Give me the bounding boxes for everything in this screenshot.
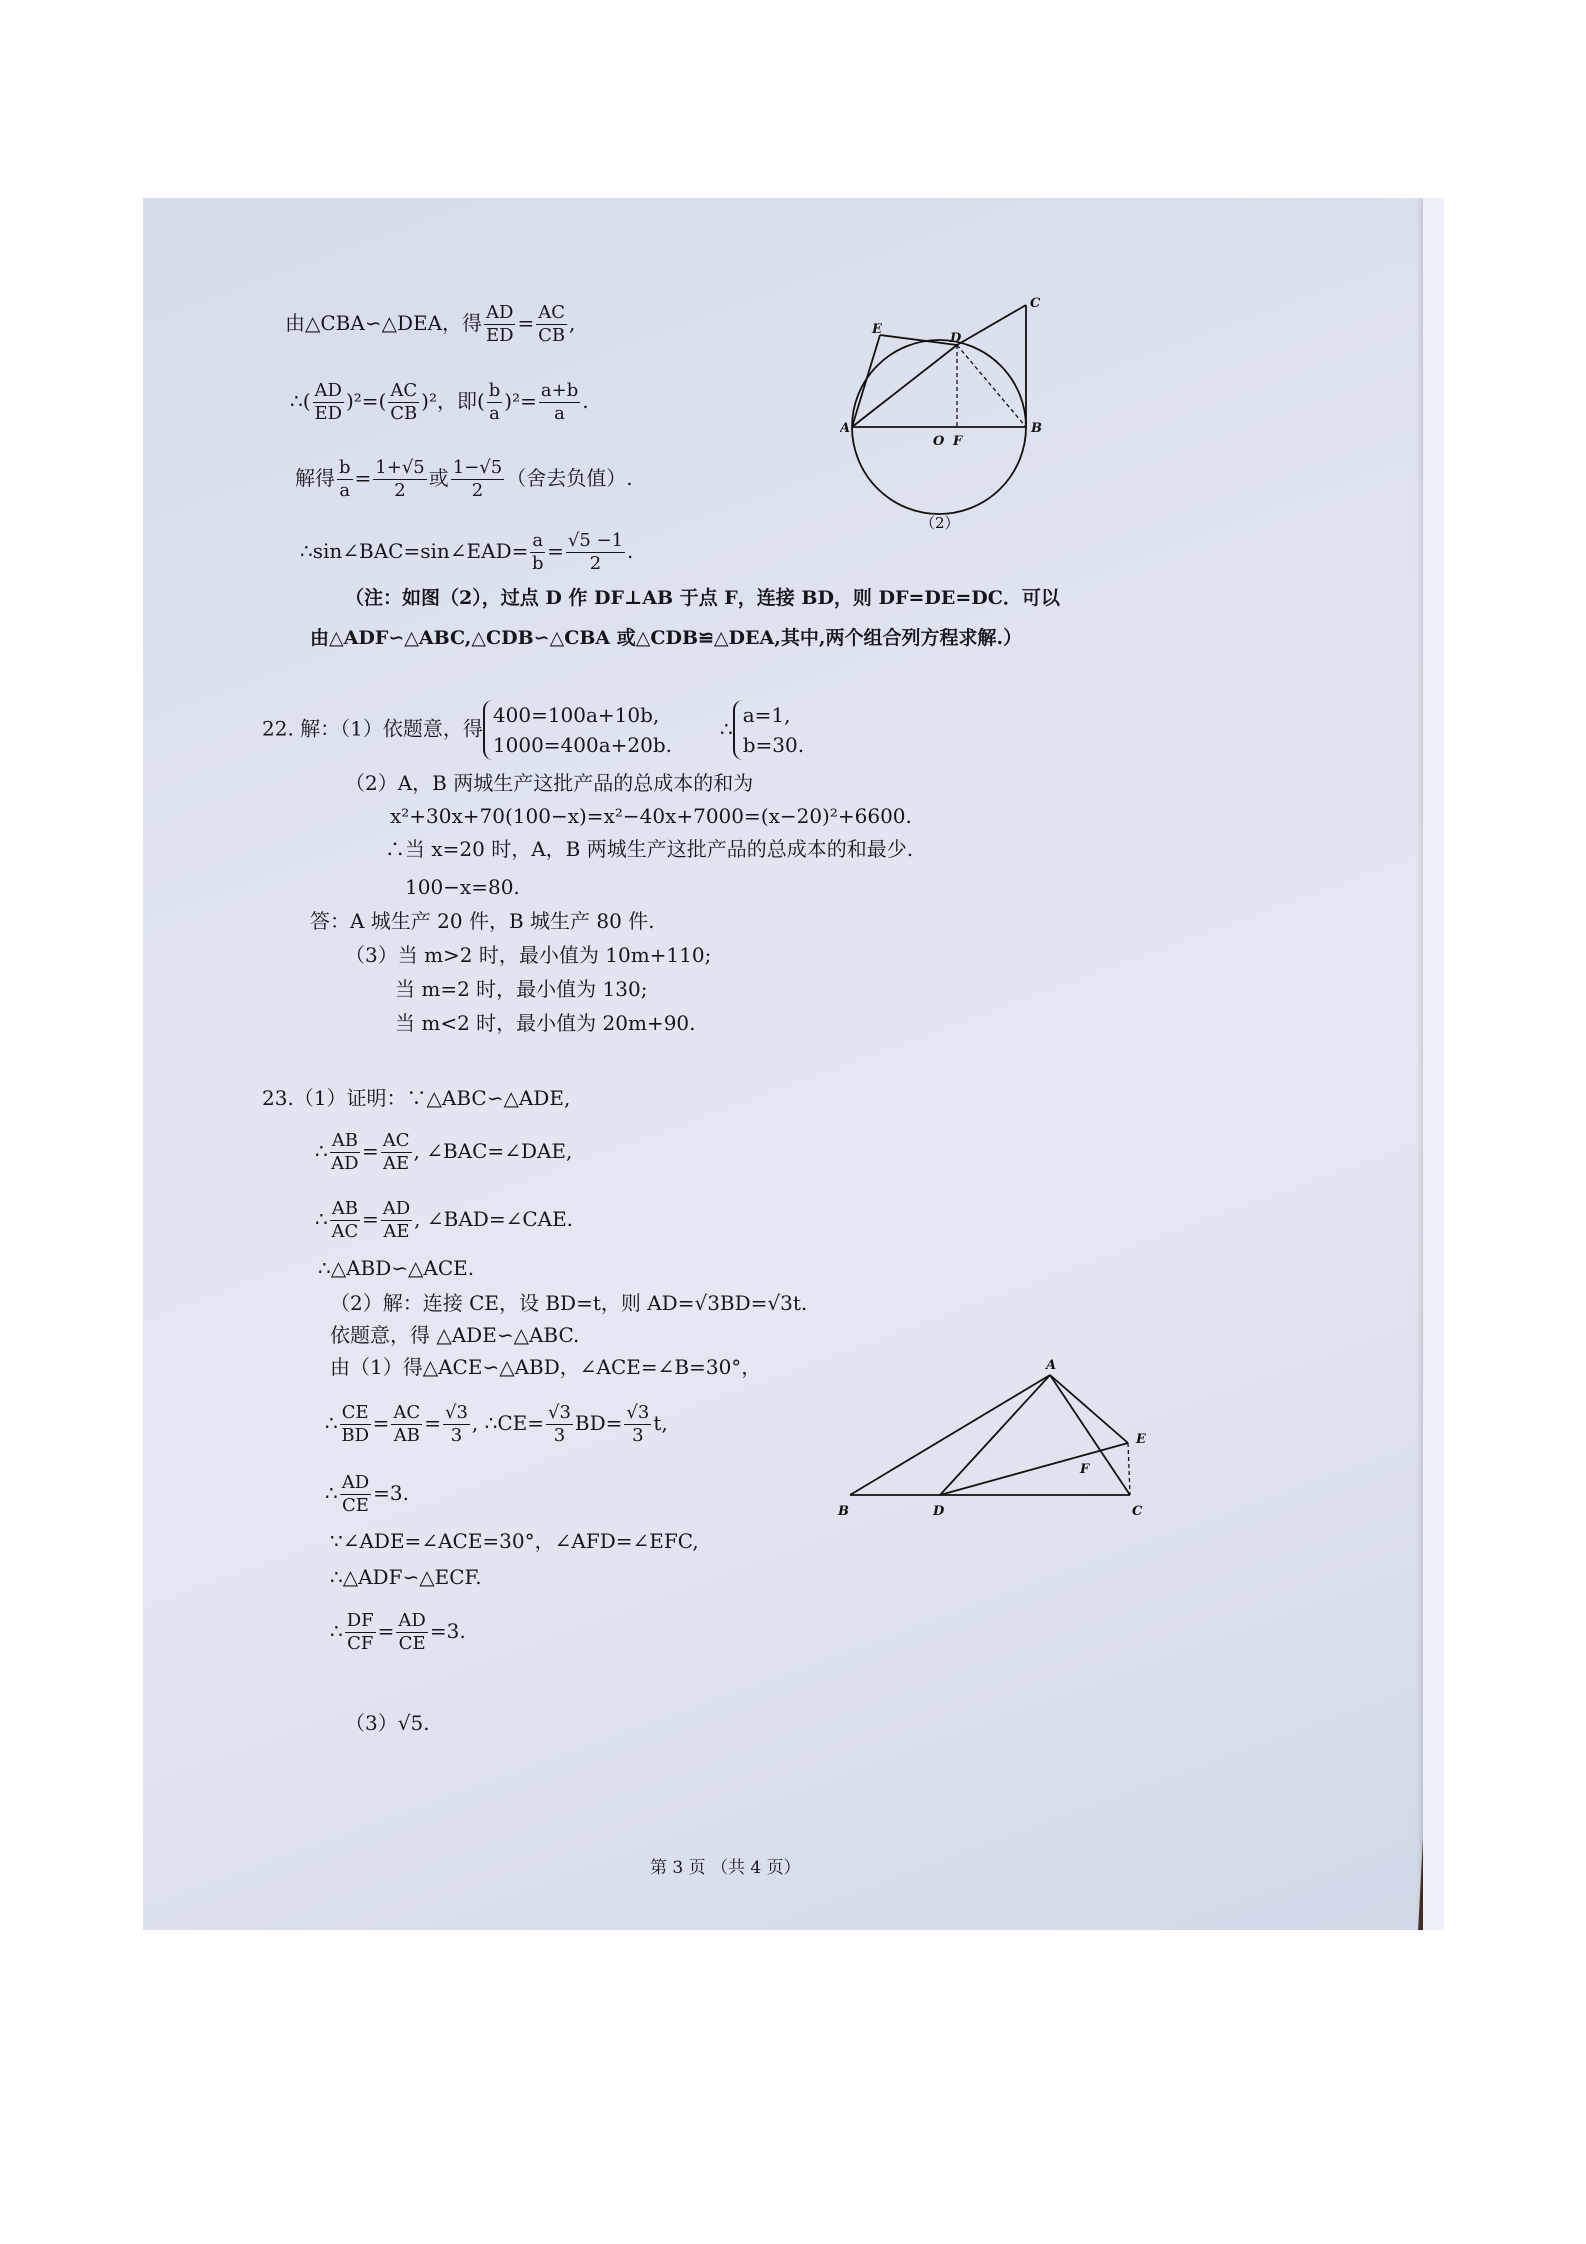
s22-p3-line2: 当 m=2 时，最小值为 130;: [395, 977, 648, 1001]
fraction: $\frac{AB}{AC}$: [331, 1198, 359, 1242]
text: 由△CBA∽△DEA，得: [285, 311, 483, 335]
s22-p2-line4: 100−x=80.: [405, 875, 520, 899]
fraction: $\frac{AD}{CE}$: [341, 1472, 370, 1516]
s21-line3: 解得 $\frac{b}{a}$ = $\frac{1+√5}{2}$ 或 $\frac{1-√5}{2}$ （舍去负值）.: [295, 457, 633, 501]
label-C: C: [1030, 296, 1041, 311]
figure-triangle: [830, 1355, 1160, 1525]
segment-CD: [957, 305, 1026, 345]
s21-note-line2: 由△ADF∽△ABC,△CDB∽△CBA 或△CDB≌△DEA,其中,两个组合列方程求解.）: [310, 627, 1023, 649]
fraction: $\frac{AD}{ED}$: [314, 380, 343, 424]
segment-EC: [1128, 1443, 1130, 1495]
s21-line4: ∴sin∠BAC=sin∠EAD= $\frac{a}{b}$ = $\frac{√5 -1}{2}$ .: [300, 530, 634, 574]
segment-AD: [852, 345, 957, 427]
s21-line1: 由△CBA∽△DEA，得 $\frac{AD}{ED}$ = $\frac{AC}{CB}$ ,: [285, 302, 576, 346]
fraction: $\frac{√5 -1}{2}$: [567, 530, 624, 574]
label-B: B: [838, 1504, 849, 1519]
fraction: $\frac{a}{b}$: [531, 530, 544, 574]
s22-p2-line3: ∴当 x=20 时，A，B 两城生产这批产品的总成本的和最少.: [385, 837, 914, 861]
fraction: $\frac{a+b}{a}$: [540, 380, 579, 424]
s22-answer: 答：A 城生产 20 件，B 城生产 80 件.: [310, 909, 655, 933]
segment-AB: [850, 1375, 1050, 1495]
fraction: $\frac{AC}{CB}$: [390, 380, 418, 424]
s22-p2-line1: （2）A，B 两城生产这批产品的总成本的和为: [345, 771, 754, 795]
label-D: D: [933, 1504, 945, 1519]
label-O: O: [933, 434, 945, 449]
s23-line13: （3）√5.: [345, 1711, 430, 1735]
s22-p3-line1: （3）当 m>2 时，最小值为 10m+110;: [345, 943, 712, 967]
fraction: $\frac{√3}{3}$: [626, 1402, 650, 1446]
s21-line2: ∴( $\frac{AD}{ED}$ )²=( $\frac{AC}{CB}$ )²，即( $\frac{b}{a}$ )²= $\frac{a+b}{a}$ .: [290, 380, 589, 424]
fraction: $\frac{b}{a}$: [339, 457, 351, 501]
figure-caption: （2）: [920, 514, 960, 532]
label-A: A: [1046, 1358, 1057, 1373]
s22-line1: 22. 解：（1）依题意，得 400=100a+10b, 1000=400a+20b. ∴ a=1, b=30.: [262, 700, 804, 760]
label-E: E: [872, 322, 882, 337]
s23-line4: ∴△ABD∽△ACE.: [318, 1256, 475, 1280]
label-C: C: [1132, 1504, 1143, 1519]
segment-DE: [940, 1443, 1128, 1495]
s23-line11: ∴△ADF∽△ECF.: [330, 1565, 482, 1589]
fraction: $\frac{AD}{AE}$: [382, 1198, 411, 1242]
s21-note-line1: （注：如图（2），过点 D 作 DF⊥AB 于点 F，连接 BD，则 DF=DE=DC．可以: [345, 587, 1060, 609]
fraction: $\frac{AD}{ED}$: [485, 302, 514, 346]
s23-line1: 23.（1）证明：∵△ABC∽△ADE,: [262, 1086, 571, 1110]
segment-EA: [852, 335, 880, 427]
fraction: $\frac{AC}{AB}$: [393, 1402, 421, 1446]
s23-line5: （2）解：连接 CE，设 BD=t，则 AD=√3BD=√3t.: [330, 1291, 808, 1315]
paper-edge: [1423, 198, 1444, 1930]
s23-line3: ∴ $\frac{AB}{AC}$ = $\frac{AD}{AE}$ , ∠BAD=∠CAE.: [315, 1198, 574, 1242]
fraction: $\frac{DF}{CF}$: [346, 1610, 374, 1654]
fraction: $\frac{√3}{3}$: [444, 1402, 468, 1446]
fraction: $\frac{CE}{BD}$: [341, 1402, 370, 1446]
fraction: $\frac{AB}{AD}$: [331, 1130, 359, 1174]
label-E: E: [1136, 1432, 1146, 1447]
s22-p2-line2: x²+30x+70(100−x)=x²−40x+7000=(x−20)²+6600.: [390, 804, 912, 828]
s23-line10: ∵∠ADE=∠ACE=30°，∠AFD=∠EFC,: [330, 1529, 699, 1553]
fraction: $\frac{b}{a}$: [488, 380, 501, 424]
label-D: D: [950, 331, 962, 346]
equation-system: 400=100a+10b, 1000=400a+20b.: [483, 700, 672, 760]
fraction: $\frac{AD}{CE}$: [398, 1610, 426, 1654]
figure-2-circle: [840, 285, 1050, 535]
label-A: A: [840, 421, 851, 436]
fraction: $\frac{1-√5}{2}$: [452, 457, 503, 501]
fraction: $\frac{√3}{3}$: [548, 1402, 571, 1446]
label-F: F: [1080, 1462, 1090, 1477]
fraction: $\frac{AC}{CB}$: [538, 302, 566, 346]
solution-system: a=1, b=30.: [733, 700, 804, 760]
page-footer: 第 3 页 （共 4 页）: [650, 1858, 801, 1878]
s23-line12: ∴ $\frac{DF}{CF}$ = $\frac{AD}{CE}$ =3.: [330, 1610, 466, 1654]
s23-line8: ∴ $\frac{CE}{BD}$ = $\frac{AC}{AB}$ = $\frac{√3}{3}$ , ∴CE= $\frac{√3}{3}$ BD= $\frac{√3}{3}$ t,: [325, 1402, 668, 1446]
fraction: $\frac{AC}{AE}$: [382, 1130, 410, 1174]
label-B: B: [1031, 421, 1042, 436]
s23-line7: 由（1）得△ACE∽△ABD，∠ACE=∠B=30°，: [330, 1355, 762, 1379]
segment-AD: [940, 1375, 1050, 1495]
s23-line6: 依题意，得 △ADE∽△ABC.: [330, 1323, 580, 1347]
s23-line2: ∴ $\frac{AB}{AD}$ = $\frac{AC}{AE}$ , ∠BAC=∠DAE,: [315, 1130, 573, 1174]
s22-p3-line3: 当 m<2 时，最小值为 20m+90.: [395, 1011, 696, 1035]
label-F: F: [953, 434, 963, 449]
fraction: $\frac{1+√5}{2}$: [375, 457, 425, 501]
s23-line9: ∴ $\frac{AD}{CE}$ =3.: [325, 1472, 410, 1516]
